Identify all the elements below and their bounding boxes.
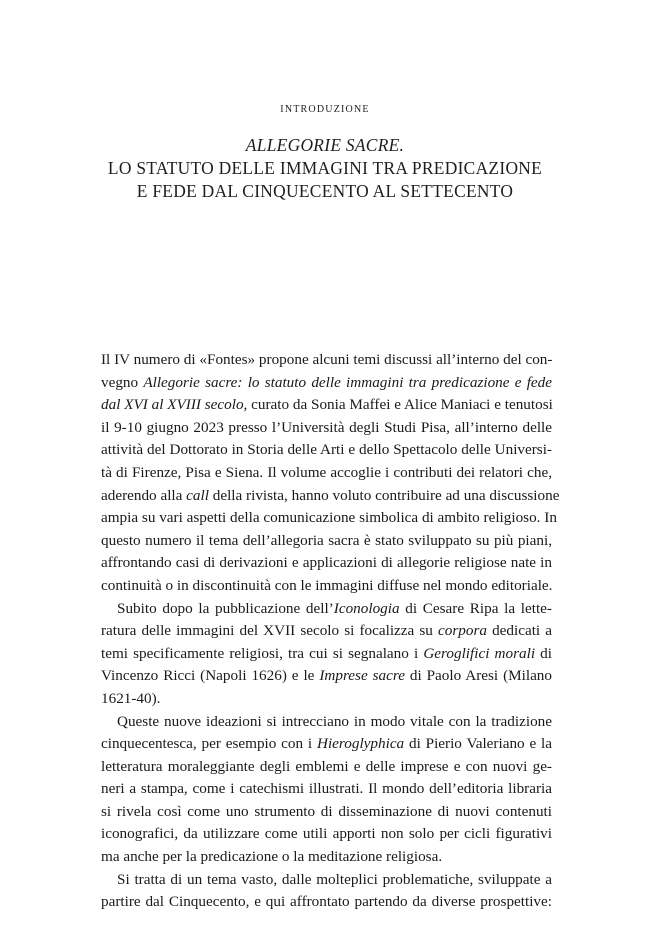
text-line: si rivela così come uno strumento di disseminazione di nuovi contenuti — [101, 802, 552, 820]
text-line: Vincenzo Ricci (Napoli 1626) e le Imprese sacre di Paolo Aresi (Milano — [101, 667, 552, 685]
text-line: Si tratta di un tema vasto, dalle molteplici problematiche, sviluppate a — [117, 870, 552, 888]
text-line: attività del Dottorato in Storia delle Arti e dello Spettacolo delle Universi- — [101, 441, 552, 459]
text-line: dal XVI al XVIII secolo, curato da Sonia Maffei e Alice Maniaci e tenutosi — [101, 396, 553, 414]
title-line-1: ALLEGORIE SACRE. — [245, 135, 405, 155]
text-line: aderendo alla call della rivista, hanno voluto contribuire ad una discussione — [101, 486, 560, 504]
text-line: letteratura moraleggiante degli emblemi e delle imprese e con nuovi ge- — [101, 757, 552, 775]
text-line: il 9-10 giugno 2023 presso l’Università degli Studi Pisa, all’interno delle — [101, 418, 552, 436]
text-line: continuità o in discontinuità con le immagini diffuse nel mondo editoriale. — [101, 576, 553, 594]
text-line: 1621-40). — [101, 689, 161, 707]
text-line: vegno Allegorie sacre: lo statuto delle immagini tra predicazione e fede — [101, 373, 552, 391]
title-line-3: E FEDE DAL CINQUECENTO AL SETTECENTO — [136, 181, 514, 201]
text-line: ratura delle immagini del XVII secolo si focalizza su corpora dedicati a — [101, 622, 552, 640]
text-line: questo numero il tema dell’allegoria sacra è stato sviluppato su più piani, — [101, 531, 552, 549]
text-line: partire dal Cinquecento, e qui affrontato partendo da diverse prospettive: — [101, 893, 552, 911]
text-line: affrontando casi di derivazioni e applicazioni di allegorie religiose nate in — [101, 554, 552, 572]
text-line: Queste nuove ideazioni si intrecciano in modo vitale con la tradizione — [117, 712, 552, 730]
body-text — [101, 349, 560, 914]
chapter-title — [0, 134, 650, 203]
text-line: cinquecentesca, per esempio con i Hieroglyphica di Pierio Valeriano e la — [101, 735, 552, 753]
text-line: tà di Firenze, Pisa e Siena. Il volume accoglie i contributi dei relatori che, — [101, 463, 552, 481]
text-line: iconografici, da utilizzare come utili apporti non solo per cicli figurativi — [101, 825, 552, 843]
text-line: temi specificamente religiosi, tra cui si segnalano i Geroglifici morali di — [101, 644, 552, 662]
text-line: neri a stampa, come i catechismi illustrati. Il mondo dell’editoria libraria — [101, 780, 552, 798]
title-line-2: LO STATUTO DELLE IMMAGINI TRA PREDICAZIONE — [107, 158, 543, 178]
text-line: Subito dopo la pubblicazione dell’Iconologia di Cesare Ripa la lette- — [117, 599, 552, 617]
text-line: ampia su vari aspetti della comunicazione simbolica di ambito religioso. In — [101, 509, 557, 527]
text-line: ma anche per la predicazione o la meditazione religiosa. — [101, 848, 443, 866]
running-head: INTRODUZIONE — [280, 104, 370, 115]
text-line: Il IV numero di «Fontes» propone alcuni temi discussi all’interno del con- — [101, 351, 553, 368]
